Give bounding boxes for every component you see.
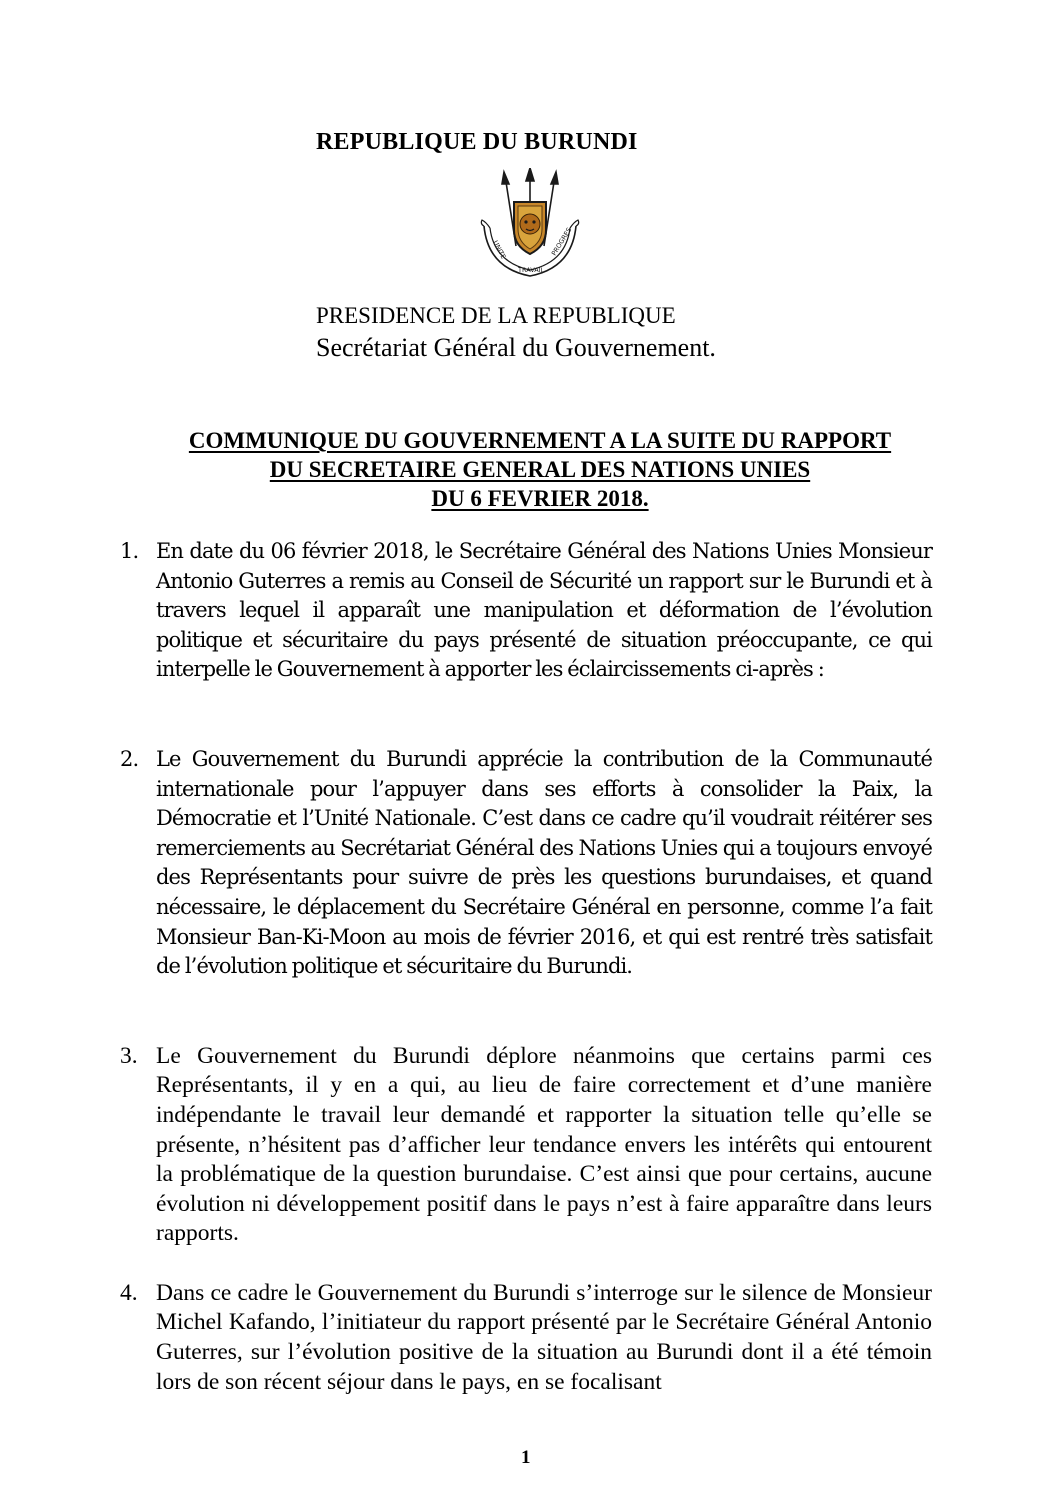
item-number: 1.: [120, 539, 139, 563]
item-text: En date du 06 février 2018, le Secrétaire Général des Nations Unies Monsieur Antonio Guterres a remis au Conseil de Sécurité un rapport sur le Burundi et à travers lequel il apparaît une manipulation et déformation de l’évolution politique et sécuritaire du pays présenté de situation préoccupante, ce qui interpelle le Gouvernement à apporter les éclaircissements ci-après :: [156, 539, 932, 682]
item-text: Le Gouvernement du Burundi déplore néanmoins que certains parmi ces Représentants, il y en a qui, au lieu de faire correctement et d’une manière indépendante le travail leur demandé et rapporter la situation telle qu’elle se présente, n’hésitent pas d’afficher leur tendance envers les intérêts qui entourent la problématique de la question burundaise. C’est ainsi que pour certains, aucune évolution ni développement positif dans le pays n’est à faire apparaître dans leurs rapports.: [156, 1042, 932, 1247]
presidence-heading: PRESIDENCE DE LA REPUBLIQUE: [316, 303, 676, 328]
communique-title: [100, 426, 980, 513]
republic-heading: REPUBLIQUE DU BURUNDI: [316, 129, 638, 155]
communique-items: [120, 537, 932, 1397]
page-number: 1: [521, 1447, 531, 1468]
secretariat-heading: Secrétariat Général du Gouvernement.: [316, 333, 716, 362]
title-line-3: DU 6 FEVRIER 2018.: [431, 486, 649, 511]
svg-text:TRAVAIL: TRAVAIL: [518, 266, 545, 274]
item-number: 4.: [120, 1279, 138, 1306]
item-text: Le Gouvernement du Burundi apprécie la contribution de la Communauté internationale pour l’appuyer dans ses efforts à consolider la Paix, la Démocratie et l’Unité Nationale. C’est dans ce cadre qu’il voudrait réitérer ses remerciements au Secrétariat Général des Nations Unies qui a toujours envoyé des Représentants pour suivre de près les questions burundaises, et quand nécessaire, le déplacement du Secrétaire Général en personne, comme l’a fait Monsieur Ban-Ki-Moon au mois de février 2016, et qui est rentré très satisfait de l’évolution politique et sécuritaire du Burundi.: [156, 746, 932, 979]
coat-of-arms-icon: [466, 168, 594, 284]
item-number: 2.: [120, 746, 139, 771]
svg-text:PROGRES: PROGRES: [549, 226, 574, 258]
list-item: [120, 1279, 932, 1397]
item-number: 3.: [120, 1042, 138, 1069]
svg-text:UNITE: UNITE: [491, 239, 508, 261]
title-line-2: DU SECRETAIRE GENERAL DES NATIONS UNIES: [269, 457, 811, 482]
list-item: [120, 537, 932, 685]
item-text: Dans ce cadre le Gouvernement du Burundi s’interroge sur le silence de Monsieur Michel Kafando, l’initiateur du rapport présenté par le Secrétaire Général Antonio Guterres, sur l’évolution positive de la situation au Burundi dont il a été témoin lors de son récent séjour dans le pays, en se focalisant: [156, 1279, 932, 1395]
list-item: [120, 1042, 932, 1249]
list-item: [120, 745, 932, 982]
title-line-1: COMMUNIQUE DU GOUVERNEMENT A LA SUITE DU RAPPORT: [188, 428, 892, 453]
